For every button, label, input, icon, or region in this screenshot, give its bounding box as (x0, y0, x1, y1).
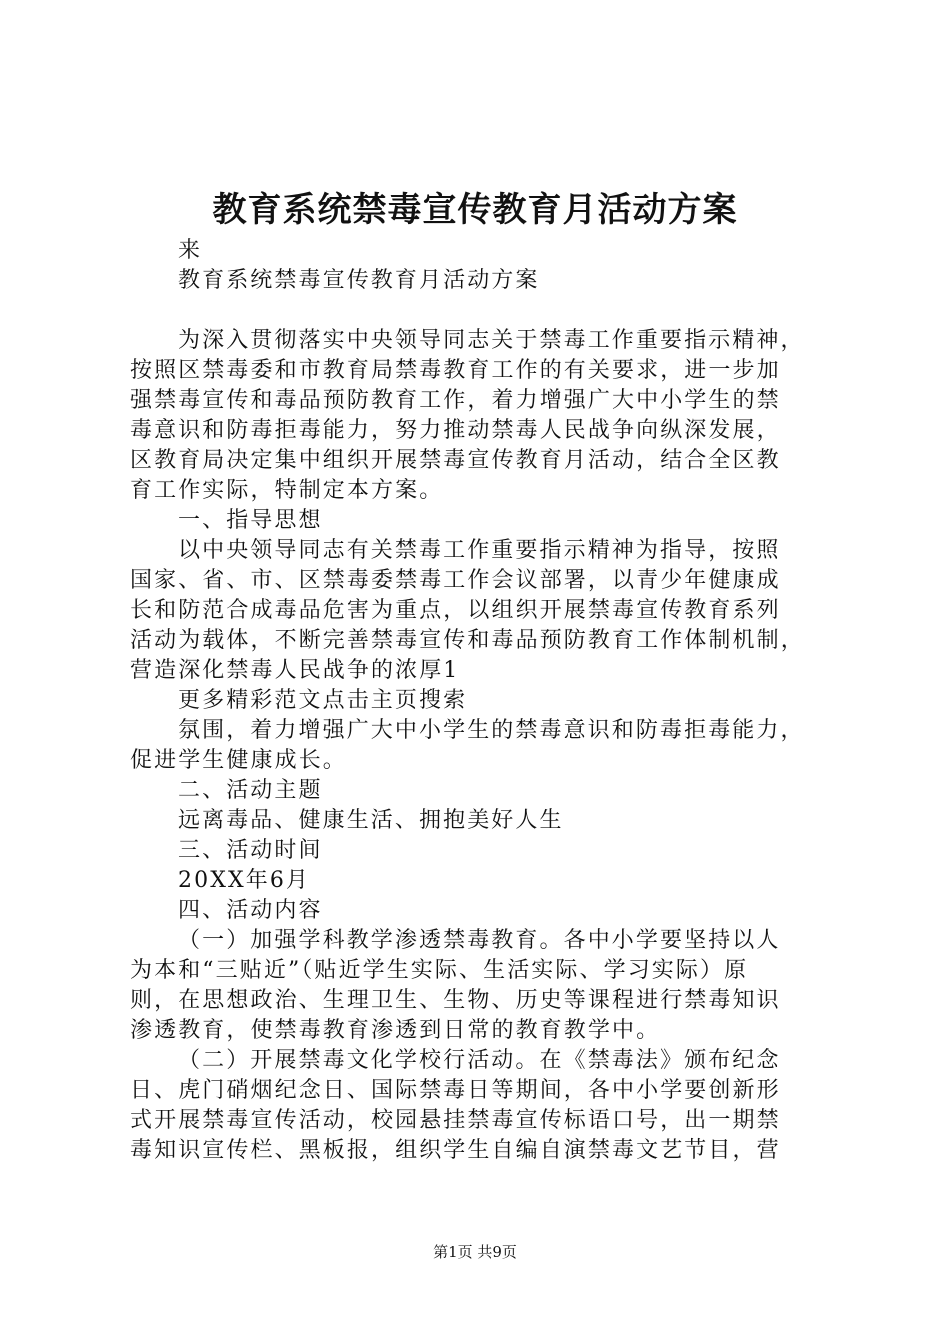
text-line: 毒意识和防毒拒毒能力，努力推动禁毒人民战争向纵深发展， (130, 418, 781, 443)
document-title: 教育系统禁毒宣传教育月活动方案 (212, 190, 738, 230)
document-body (130, 236, 830, 1166)
text-line: 渗透教育，使禁毒教育渗透到日常的教育教学中。 (130, 1018, 661, 1043)
text-line: 营造深化禁毒人民战争的浓厚1 (130, 658, 460, 683)
text-line: 三、活动时间 (178, 838, 323, 863)
text-line: （一）加强学科教学渗透禁毒教育。各中小学要坚持以人 (178, 928, 781, 953)
text-line: 二、活动主题 (178, 778, 323, 803)
text-line: 教育系统禁毒宣传教育月活动方案 (178, 268, 540, 293)
text-line: 四、活动内容 (178, 898, 323, 923)
text-line: 式开展禁毒宣传活动，校园悬挂禁毒宣传标语口号，出一期禁 (130, 1108, 781, 1133)
text-line: 则，在思想政治、生理卫生、生物、历史等课程进行禁毒知识 (130, 988, 781, 1013)
text-line: 20XX年6月 (178, 868, 311, 893)
text-line: 日、虎门硝烟纪念日、国际禁毒日等期间，各中小学要创新形 (130, 1078, 781, 1103)
text-line: 按照区禁毒委和市教育局禁毒教育工作的有关要求，进一步加 (130, 358, 781, 383)
text-line: 为深入贯彻落实中央领导同志关于禁毒工作重要指示精神， (178, 328, 805, 353)
text-line: 远离毒品、健康生活、拥抱美好人生 (178, 808, 564, 833)
text-line: 来 (178, 238, 203, 263)
text-line (130, 296, 830, 326)
text-line: 育工作实际，特制定本方案。 (130, 478, 444, 503)
text-line: 以中央领导同志有关禁毒工作重要指示精神为指导，按照 (178, 538, 781, 563)
text-line: 长和防范合成毒品危害为重点，以组织开展禁毒宣传教育系列 (130, 598, 781, 623)
text-line: 区教育局决定集中组织开展禁毒宣传教育月活动，结合全区教 (130, 448, 781, 473)
text-line: 一、指导思想 (178, 508, 323, 533)
text-line: 国家、省、市、区禁毒委禁毒工作会议部署，以青少年健康成 (130, 568, 781, 593)
page-number: 第1页 共9页 (433, 1243, 517, 1261)
text-line: 活动为载体，不断完善禁毒宣传和毒品预防教育工作体制机制， (130, 628, 805, 653)
text-line: 强禁毒宣传和毒品预防教育工作，着力增强广大中小学生的禁 (130, 388, 781, 413)
text-line: 更多精彩范文点击主页搜索 (178, 688, 468, 713)
text-line: （二）开展禁毒文化学校行活动。在《禁毒法》颁布纪念 (178, 1048, 781, 1073)
text-line: 毒知识宣传栏、黑板报，组织学生自编自演禁毒文艺节目，营 (130, 1138, 781, 1163)
text-line: 促进学生健康成长。 (130, 748, 347, 773)
text-line: 氛围，着力增强广大中小学生的禁毒意识和防毒拒毒能力， (178, 718, 805, 743)
text-line: 为本和“三贴近”（贴近学生实际、生活实际、学习实际）原 (130, 958, 749, 983)
